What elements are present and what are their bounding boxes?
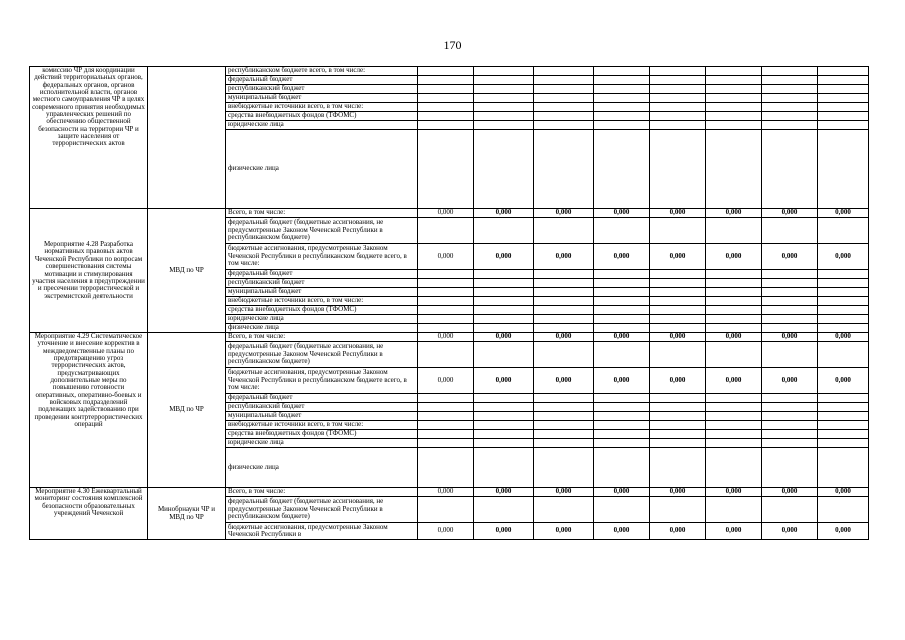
amount-cell: 0,000 bbox=[706, 244, 762, 270]
funding-source-cell: республиканском бюджете всего, в том числе: bbox=[226, 67, 418, 76]
amount-cell bbox=[474, 421, 534, 430]
amount-cell: 0,000 bbox=[818, 523, 869, 540]
amount-cell bbox=[762, 103, 818, 112]
amount-cell bbox=[534, 121, 594, 130]
amount-cell: 0,000 bbox=[818, 368, 869, 394]
amount-cell bbox=[818, 279, 869, 288]
amount-cell bbox=[474, 448, 534, 488]
amount-cell bbox=[474, 121, 534, 130]
amount-cell bbox=[418, 297, 474, 306]
amount-cell bbox=[706, 67, 762, 76]
amount-cell bbox=[594, 342, 650, 368]
amount-cell bbox=[762, 342, 818, 368]
amount-cell bbox=[474, 315, 534, 324]
amount-cell bbox=[594, 67, 650, 76]
amount-cell bbox=[534, 430, 594, 439]
funding-source-cell: муниципальный бюджет bbox=[226, 412, 418, 421]
amount-cell bbox=[650, 412, 706, 421]
funding-source-cell: юридические лица bbox=[226, 315, 418, 324]
amount-cell bbox=[418, 342, 474, 368]
activity-name-cell: Мероприятие 4.30 Ежеквартальный мониторинг состояния комплексной безопасности образовательных учреждений Чеченской bbox=[30, 488, 148, 540]
funding-source-cell: внебюджетные источники всего, в том числе: bbox=[226, 103, 418, 112]
amount-cell bbox=[418, 421, 474, 430]
funding-source-cell: федеральный бюджет (бюджетные ассигнования, не предусмотренные Законом Чеченской Республики в республиканском бюджете) bbox=[226, 218, 418, 244]
amount-cell bbox=[594, 315, 650, 324]
amount-cell: 0,000 bbox=[534, 488, 594, 497]
amount-cell bbox=[706, 342, 762, 368]
amount-cell bbox=[418, 497, 474, 523]
funding-source-cell: федеральный бюджет (бюджетные ассигнования, не предусмотренные Законом Чеченской Республики в республиканском бюджете) bbox=[226, 497, 418, 523]
amount-cell bbox=[762, 439, 818, 448]
amount-cell bbox=[818, 324, 869, 333]
table-body bbox=[30, 67, 869, 540]
amount-cell bbox=[762, 279, 818, 288]
amount-cell bbox=[534, 288, 594, 297]
amount-cell bbox=[762, 76, 818, 85]
amount-cell bbox=[762, 85, 818, 94]
amount-cell bbox=[650, 130, 706, 209]
amount-cell bbox=[762, 412, 818, 421]
amount-cell bbox=[594, 297, 650, 306]
amount-cell bbox=[418, 270, 474, 279]
amount-cell bbox=[706, 218, 762, 244]
funding-source-cell: Всего, в том числе: bbox=[226, 333, 418, 342]
amount-cell bbox=[706, 103, 762, 112]
amount-cell bbox=[594, 218, 650, 244]
amount-cell: 0,000 bbox=[650, 368, 706, 394]
funding-source-cell: средства внебюджетных фондов (ТФОМС) bbox=[226, 112, 418, 121]
amount-cell bbox=[418, 430, 474, 439]
amount-cell bbox=[594, 430, 650, 439]
amount-cell: 0,000 bbox=[706, 368, 762, 394]
amount-cell bbox=[762, 121, 818, 130]
amount-cell bbox=[534, 421, 594, 430]
amount-cell bbox=[706, 85, 762, 94]
amount-cell bbox=[418, 76, 474, 85]
amount-cell: 0,000 bbox=[706, 523, 762, 540]
amount-cell bbox=[418, 85, 474, 94]
amount-cell bbox=[650, 394, 706, 403]
amount-cell bbox=[650, 324, 706, 333]
amount-cell bbox=[706, 324, 762, 333]
amount-cell bbox=[474, 270, 534, 279]
amount-cell bbox=[818, 412, 869, 421]
amount-cell bbox=[818, 270, 869, 279]
amount-cell: 0,000 bbox=[762, 488, 818, 497]
amount-cell: 0,000 bbox=[534, 209, 594, 218]
page-number: 170 bbox=[443, 38, 462, 52]
amount-cell bbox=[762, 130, 818, 209]
amount-cell bbox=[474, 85, 534, 94]
amount-cell bbox=[418, 112, 474, 121]
funding-source-cell: физические лица bbox=[226, 130, 418, 209]
amount-cell bbox=[534, 76, 594, 85]
amount-cell bbox=[818, 394, 869, 403]
amount-cell bbox=[594, 448, 650, 488]
amount-cell bbox=[594, 85, 650, 94]
amount-cell: 0,000 bbox=[594, 244, 650, 270]
amount-cell: 0,000 bbox=[474, 209, 534, 218]
amount-cell: 0,000 bbox=[818, 244, 869, 270]
amount-cell bbox=[418, 103, 474, 112]
amount-cell bbox=[650, 67, 706, 76]
amount-cell bbox=[474, 342, 534, 368]
amount-cell bbox=[474, 306, 534, 315]
funding-source-cell: федеральный бюджет bbox=[226, 270, 418, 279]
amount-cell bbox=[594, 103, 650, 112]
funding-source-cell: средства внебюджетных фондов (ТФОМС) bbox=[226, 430, 418, 439]
responsible-cell: МВД по ЧР bbox=[148, 333, 226, 488]
amount-cell bbox=[706, 412, 762, 421]
amount-cell bbox=[818, 421, 869, 430]
amount-cell bbox=[762, 297, 818, 306]
responsible-cell bbox=[148, 67, 226, 209]
amount-cell: 0,000 bbox=[534, 523, 594, 540]
table-row bbox=[30, 333, 869, 342]
amount-cell: 0,000 bbox=[594, 523, 650, 540]
amount-cell bbox=[706, 288, 762, 297]
amount-cell bbox=[418, 306, 474, 315]
amount-cell bbox=[418, 448, 474, 488]
amount-cell: 0,000 bbox=[594, 488, 650, 497]
amount-cell bbox=[650, 439, 706, 448]
amount-cell bbox=[650, 218, 706, 244]
amount-cell bbox=[418, 315, 474, 324]
amount-cell: 0,000 bbox=[474, 523, 534, 540]
amount-cell: 0,000 bbox=[818, 488, 869, 497]
amount-cell: 0,000 bbox=[762, 333, 818, 342]
responsible-cell: МВД по ЧР bbox=[148, 209, 226, 333]
amount-cell bbox=[762, 497, 818, 523]
amount-cell bbox=[762, 324, 818, 333]
activity-name-cell: Мероприятие 4.29 Систематическое уточнение и внесение корректив в междведомственные планы по предотвращению угроз террористических актов, предусматривающих дополнительные меры по повышению готовности оперативных, оперативно-боевых и войсковых подразделений подлежащих задействованию при проведении контртеррористических операций bbox=[30, 333, 148, 488]
funding-source-cell: муниципальный бюджет bbox=[226, 288, 418, 297]
amount-cell bbox=[474, 112, 534, 121]
amount-cell bbox=[818, 288, 869, 297]
amount-cell bbox=[418, 439, 474, 448]
amount-cell bbox=[706, 497, 762, 523]
amount-cell: 0,000 bbox=[418, 523, 474, 540]
amount-cell bbox=[534, 112, 594, 121]
amount-cell: 0,000 bbox=[418, 488, 474, 497]
amount-cell bbox=[650, 279, 706, 288]
amount-cell bbox=[706, 394, 762, 403]
amount-cell bbox=[706, 315, 762, 324]
amount-cell bbox=[818, 297, 869, 306]
amount-cell bbox=[474, 324, 534, 333]
amount-cell bbox=[594, 403, 650, 412]
amount-cell bbox=[418, 403, 474, 412]
amount-cell bbox=[594, 497, 650, 523]
amount-cell bbox=[650, 103, 706, 112]
amount-cell bbox=[594, 394, 650, 403]
amount-cell bbox=[534, 497, 594, 523]
amount-cell bbox=[650, 76, 706, 85]
amount-cell bbox=[534, 67, 594, 76]
funding-source-cell: внебюджетные источники всего, в том числе: bbox=[226, 297, 418, 306]
funding-source-cell: Всего, в том числе: bbox=[226, 209, 418, 218]
funding-source-cell: средства внебюджетных фондов (ТФОМС) bbox=[226, 306, 418, 315]
funding-source-cell: муниципальный бюджет bbox=[226, 94, 418, 103]
amount-cell bbox=[818, 342, 869, 368]
budget-table bbox=[29, 66, 869, 540]
amount-cell bbox=[534, 342, 594, 368]
amount-cell: 0,000 bbox=[418, 244, 474, 270]
amount-cell bbox=[818, 112, 869, 121]
amount-cell bbox=[762, 315, 818, 324]
amount-cell bbox=[762, 67, 818, 76]
amount-cell bbox=[418, 394, 474, 403]
amount-cell bbox=[418, 288, 474, 297]
amount-cell bbox=[534, 448, 594, 488]
amount-cell bbox=[762, 306, 818, 315]
amount-cell bbox=[650, 306, 706, 315]
funding-source-cell: юридические лица bbox=[226, 439, 418, 448]
amount-cell bbox=[762, 430, 818, 439]
funding-source-cell: бюджетные ассигнования, предусмотренные Законом Чеченской Республики в bbox=[226, 523, 418, 540]
amount-cell: 0,000 bbox=[594, 368, 650, 394]
amount-cell: 0,000 bbox=[762, 523, 818, 540]
amount-cell: 0,000 bbox=[594, 209, 650, 218]
amount-cell bbox=[818, 306, 869, 315]
amount-cell bbox=[594, 421, 650, 430]
amount-cell bbox=[818, 67, 869, 76]
amount-cell: 0,000 bbox=[534, 333, 594, 342]
amount-cell bbox=[418, 130, 474, 209]
amount-cell bbox=[474, 430, 534, 439]
amount-cell bbox=[818, 85, 869, 94]
amount-cell: 0,000 bbox=[594, 333, 650, 342]
amount-cell: 0,000 bbox=[474, 488, 534, 497]
amount-cell bbox=[818, 121, 869, 130]
amount-cell bbox=[418, 67, 474, 76]
amount-cell bbox=[594, 130, 650, 209]
amount-cell bbox=[818, 448, 869, 488]
amount-cell bbox=[706, 421, 762, 430]
funding-source-cell: федеральный бюджет bbox=[226, 394, 418, 403]
funding-source-cell: Всего, в том числе: bbox=[226, 488, 418, 497]
amount-cell bbox=[818, 130, 869, 209]
amount-cell: 0,000 bbox=[474, 368, 534, 394]
amount-cell bbox=[534, 412, 594, 421]
amount-cell bbox=[818, 439, 869, 448]
amount-cell bbox=[706, 279, 762, 288]
amount-cell bbox=[706, 430, 762, 439]
funding-source-cell: физические лица bbox=[226, 448, 418, 488]
amount-cell bbox=[650, 112, 706, 121]
amount-cell bbox=[762, 403, 818, 412]
table-row bbox=[30, 209, 869, 218]
amount-cell bbox=[762, 270, 818, 279]
amount-cell bbox=[762, 288, 818, 297]
amount-cell bbox=[474, 76, 534, 85]
amount-cell bbox=[818, 430, 869, 439]
amount-cell: 0,000 bbox=[650, 244, 706, 270]
amount-cell bbox=[594, 324, 650, 333]
amount-cell: 0,000 bbox=[534, 244, 594, 270]
funding-source-cell: республиканский бюджет bbox=[226, 279, 418, 288]
amount-cell bbox=[594, 121, 650, 130]
amount-cell bbox=[534, 94, 594, 103]
amount-cell bbox=[650, 85, 706, 94]
amount-cell bbox=[474, 218, 534, 244]
amount-cell: 0,000 bbox=[474, 333, 534, 342]
amount-cell bbox=[534, 85, 594, 94]
amount-cell bbox=[594, 288, 650, 297]
funding-source-cell: юридические лица bbox=[226, 121, 418, 130]
amount-cell: 0,000 bbox=[474, 244, 534, 270]
amount-cell bbox=[818, 76, 869, 85]
amount-cell bbox=[650, 421, 706, 430]
amount-cell bbox=[534, 306, 594, 315]
amount-cell bbox=[534, 394, 594, 403]
amount-cell bbox=[706, 112, 762, 121]
amount-cell bbox=[474, 403, 534, 412]
amount-cell bbox=[706, 121, 762, 130]
amount-cell bbox=[650, 94, 706, 103]
amount-cell bbox=[762, 112, 818, 121]
amount-cell bbox=[474, 67, 534, 76]
amount-cell bbox=[418, 412, 474, 421]
amount-cell bbox=[706, 94, 762, 103]
amount-cell bbox=[706, 130, 762, 209]
amount-cell: 0,000 bbox=[418, 368, 474, 394]
amount-cell bbox=[534, 324, 594, 333]
amount-cell bbox=[534, 297, 594, 306]
funding-source-cell: федеральный бюджет bbox=[226, 76, 418, 85]
amount-cell bbox=[762, 218, 818, 244]
amount-cell bbox=[474, 130, 534, 209]
amount-cell: 0,000 bbox=[418, 209, 474, 218]
amount-cell: 0,000 bbox=[650, 523, 706, 540]
funding-source-cell: республиканский бюджет bbox=[226, 85, 418, 94]
amount-cell bbox=[818, 103, 869, 112]
amount-cell bbox=[594, 306, 650, 315]
amount-cell bbox=[762, 421, 818, 430]
amount-cell bbox=[418, 94, 474, 103]
table-row bbox=[30, 488, 869, 497]
amount-cell bbox=[534, 439, 594, 448]
amount-cell bbox=[594, 279, 650, 288]
funding-source-cell: бюджетные ассигнования, предусмотренные Законом Чеченской Республики в республиканском бюджете всего, в том числе: bbox=[226, 244, 418, 270]
table-row bbox=[30, 67, 869, 76]
amount-cell bbox=[474, 439, 534, 448]
amount-cell bbox=[650, 121, 706, 130]
amount-cell bbox=[706, 439, 762, 448]
amount-cell: 0,000 bbox=[706, 209, 762, 218]
amount-cell bbox=[650, 270, 706, 279]
amount-cell bbox=[706, 448, 762, 488]
amount-cell bbox=[474, 288, 534, 297]
amount-cell bbox=[534, 403, 594, 412]
amount-cell bbox=[762, 394, 818, 403]
amount-cell bbox=[818, 315, 869, 324]
amount-cell bbox=[594, 270, 650, 279]
funding-source-cell: внебюджетные источники всего, в том числе: bbox=[226, 421, 418, 430]
amount-cell bbox=[762, 448, 818, 488]
amount-cell bbox=[474, 94, 534, 103]
amount-cell bbox=[418, 121, 474, 130]
amount-cell bbox=[706, 270, 762, 279]
amount-cell: 0,000 bbox=[706, 333, 762, 342]
amount-cell bbox=[706, 76, 762, 85]
amount-cell bbox=[418, 218, 474, 244]
amount-cell bbox=[474, 497, 534, 523]
amount-cell bbox=[418, 324, 474, 333]
amount-cell bbox=[594, 439, 650, 448]
amount-cell: 0,000 bbox=[650, 333, 706, 342]
amount-cell bbox=[534, 315, 594, 324]
amount-cell bbox=[818, 497, 869, 523]
amount-cell bbox=[534, 218, 594, 244]
amount-cell: 0,000 bbox=[706, 488, 762, 497]
amount-cell: 0,000 bbox=[762, 209, 818, 218]
amount-cell bbox=[534, 270, 594, 279]
amount-cell bbox=[418, 279, 474, 288]
amount-cell bbox=[474, 412, 534, 421]
amount-cell bbox=[594, 112, 650, 121]
amount-cell bbox=[818, 218, 869, 244]
amount-cell bbox=[650, 448, 706, 488]
amount-cell bbox=[594, 94, 650, 103]
amount-cell: 0,000 bbox=[650, 488, 706, 497]
amount-cell: 0,000 bbox=[818, 333, 869, 342]
amount-cell bbox=[534, 130, 594, 209]
amount-cell bbox=[650, 403, 706, 412]
amount-cell bbox=[474, 103, 534, 112]
amount-cell bbox=[706, 403, 762, 412]
activity-name-cell: Мероприятие 4.28 Разработка нормативных правовых актов Чеченской Республики по вопросам совершенствования системы мотивации и стимулирования участия населения в предупреждении и пресечении террористической и экстремистской деятельности bbox=[30, 209, 148, 333]
activity-name-cell: комиссию ЧР для координации действий территориальных органов, федеральных органов, органов исполнительной власти, органов местного самоуправления ЧР в целях современного принятия необходимых управленческих решений по обеспечению общественной безопасности на территории ЧР и защите населения от террористических актов bbox=[30, 67, 148, 209]
amount-cell bbox=[818, 94, 869, 103]
amount-cell bbox=[474, 297, 534, 306]
amount-cell bbox=[706, 297, 762, 306]
amount-cell bbox=[818, 403, 869, 412]
amount-cell bbox=[762, 94, 818, 103]
amount-cell: 0,000 bbox=[818, 209, 869, 218]
amount-cell bbox=[650, 497, 706, 523]
amount-cell: 0,000 bbox=[650, 209, 706, 218]
funding-source-cell: республиканский бюджет bbox=[226, 403, 418, 412]
amount-cell: 0,000 bbox=[418, 333, 474, 342]
amount-cell bbox=[594, 76, 650, 85]
amount-cell: 0,000 bbox=[762, 244, 818, 270]
amount-cell bbox=[650, 297, 706, 306]
amount-cell: 0,000 bbox=[762, 368, 818, 394]
amount-cell bbox=[650, 315, 706, 324]
amount-cell bbox=[706, 306, 762, 315]
funding-source-cell: физические лица bbox=[226, 324, 418, 333]
amount-cell bbox=[650, 288, 706, 297]
amount-cell bbox=[474, 279, 534, 288]
amount-cell bbox=[534, 103, 594, 112]
funding-source-cell: федеральный бюджет (бюджетные ассигнования, не предусмотренные Законом Чеченской Республики в республиканском бюджете) bbox=[226, 342, 418, 368]
amount-cell bbox=[650, 430, 706, 439]
funding-source-cell: бюджетные ассигнования, предусмотренные Законом Чеченской Республики в республиканском бюджете всего, в том числе: bbox=[226, 368, 418, 394]
amount-cell bbox=[650, 342, 706, 368]
amount-cell bbox=[534, 279, 594, 288]
amount-cell: 0,000 bbox=[534, 368, 594, 394]
responsible-cell: Минобрнауки ЧР и МВД по ЧР bbox=[148, 488, 226, 540]
amount-cell bbox=[594, 412, 650, 421]
amount-cell bbox=[474, 394, 534, 403]
